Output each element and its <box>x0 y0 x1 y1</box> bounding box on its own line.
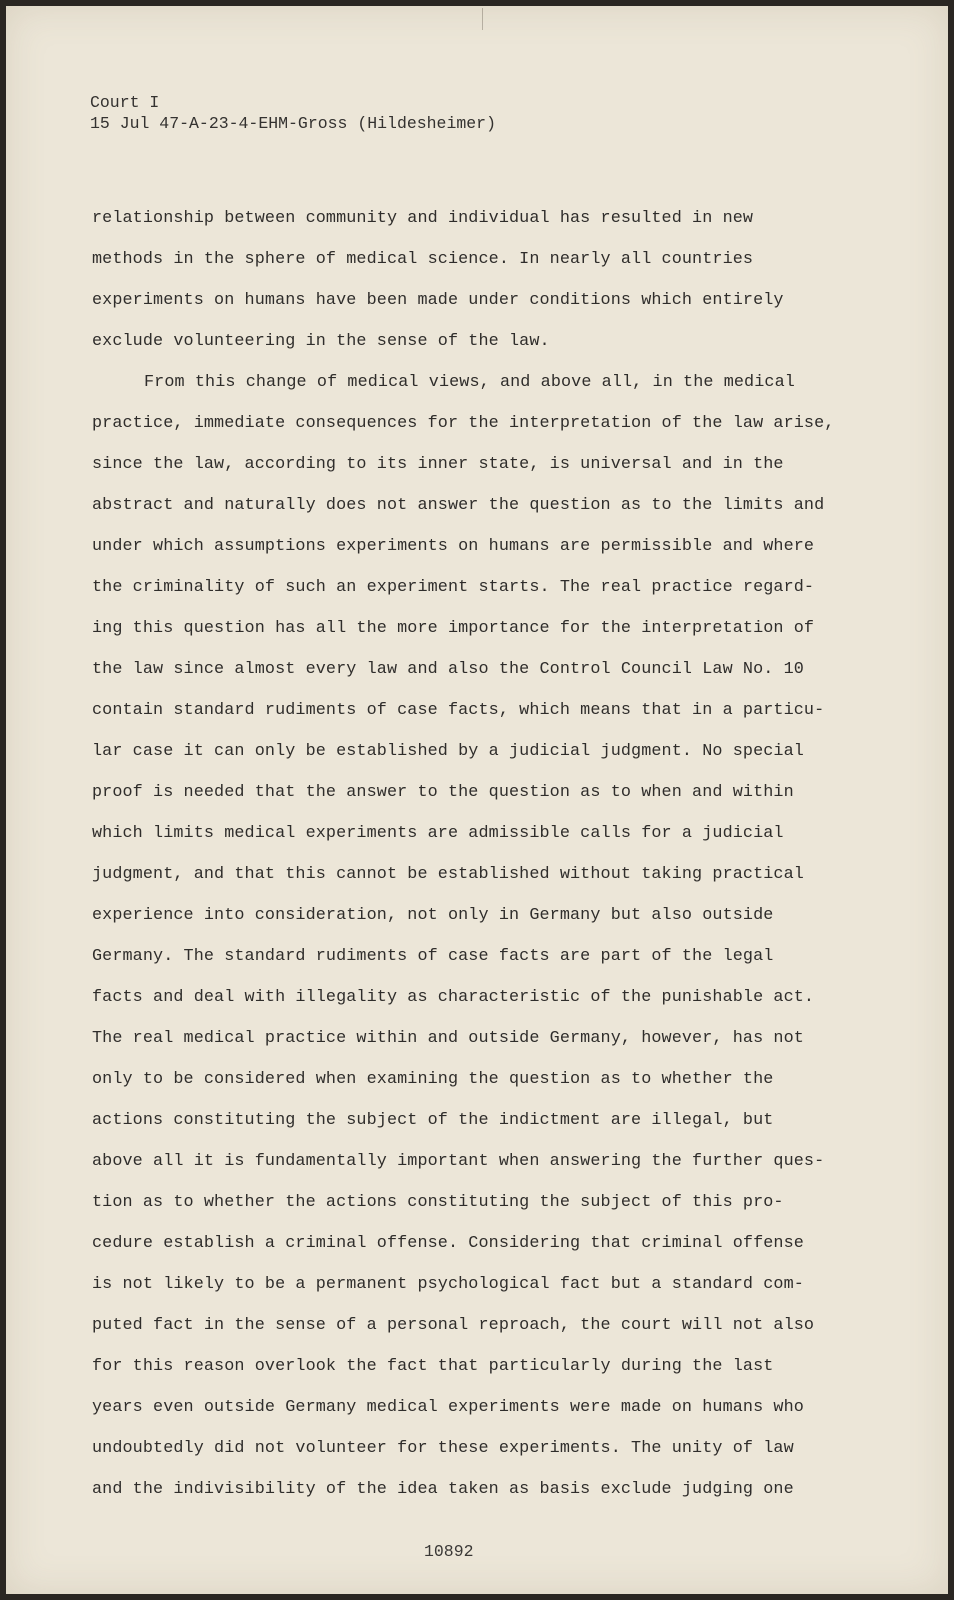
text-line: only to be considered when examining the question as to whether the <box>92 1070 774 1089</box>
text-line: which limits medical experiments are admissible calls for a judicial <box>92 824 784 843</box>
text-line: actions constituting the subject of the indictment are illegal, but <box>92 1111 774 1130</box>
text-line: above all it is fundamentally important when answering the further ques- <box>92 1152 825 1171</box>
text-line: lar case it can only be established by a judicial judgment. No special <box>92 742 804 761</box>
court-label: Court I <box>90 93 160 112</box>
document-page <box>6 6 948 1594</box>
text-line: cedure establish a criminal offense. Considering that criminal offense <box>92 1234 804 1253</box>
text-line: experience into consideration, not only in Germany but also outside <box>92 906 774 925</box>
text-line: since the law, according to its inner state, is universal and in the <box>92 455 784 474</box>
text-line: methods in the sphere of medical science. In nearly all countries <box>92 250 754 269</box>
page-number: 10892 <box>424 1542 474 1561</box>
text-line: the criminality of such an experiment starts. The real practice regard- <box>92 578 815 597</box>
body-text <box>92 207 852 1519</box>
text-line: ing this question has all the more importance for the interpretation of <box>92 619 815 638</box>
text-line: judgment, and that this cannot be established without taking practical <box>92 865 804 884</box>
document-header <box>90 92 496 134</box>
text-line: contain standard rudiments of case facts, which means that in a particu- <box>92 701 825 720</box>
text-line: is not likely to be a permanent psychological fact but a standard com- <box>92 1275 804 1294</box>
text-line: experiments on humans have been made under conditions which entirely <box>92 291 784 310</box>
text-line: for this reason overlook the fact that particularly during the last <box>92 1357 774 1376</box>
text-line: undoubtedly did not volunteer for these experiments. The unity of law <box>92 1439 794 1458</box>
text-line: Germany. The standard rudiments of case facts are part of the legal <box>92 947 774 966</box>
text-line: the law since almost every law and also the Control Council Law No. 10 <box>92 660 804 679</box>
text-line: facts and deal with illegality as characteristic of the punishable act. <box>92 988 815 1007</box>
text-line: abstract and naturally does not answer the question as to the limits and <box>92 496 825 515</box>
text-line: The real medical practice within and outside Germany, however, has not <box>92 1029 804 1048</box>
paper-mark <box>482 8 483 30</box>
text-line: and the indivisibility of the idea taken as basis exclude judging one <box>92 1480 794 1499</box>
text-line: years even outside Germany medical experiments were made on humans who <box>92 1398 804 1417</box>
text-line: exclude volunteering in the sense of the law. <box>92 332 550 351</box>
paragraph-start-line: From this change of medical views, and above all, in the medical <box>144 373 795 392</box>
text-line: puted fact in the sense of a personal reproach, the court will not also <box>92 1316 815 1335</box>
text-line: relationship between community and individual has resulted in new <box>92 209 754 228</box>
text-line: tion as to whether the actions constituting the subject of this pro- <box>92 1193 784 1212</box>
text-line: proof is needed that the answer to the question as to when and within <box>92 783 794 802</box>
text-line: practice, immediate consequences for the interpretation of the law arise, <box>92 414 835 433</box>
case-reference: 15 Jul 47-A-23-4-EHM-Gross (Hildesheimer) <box>90 114 496 133</box>
text-line: under which assumptions experiments on humans are permissible and where <box>92 537 815 556</box>
